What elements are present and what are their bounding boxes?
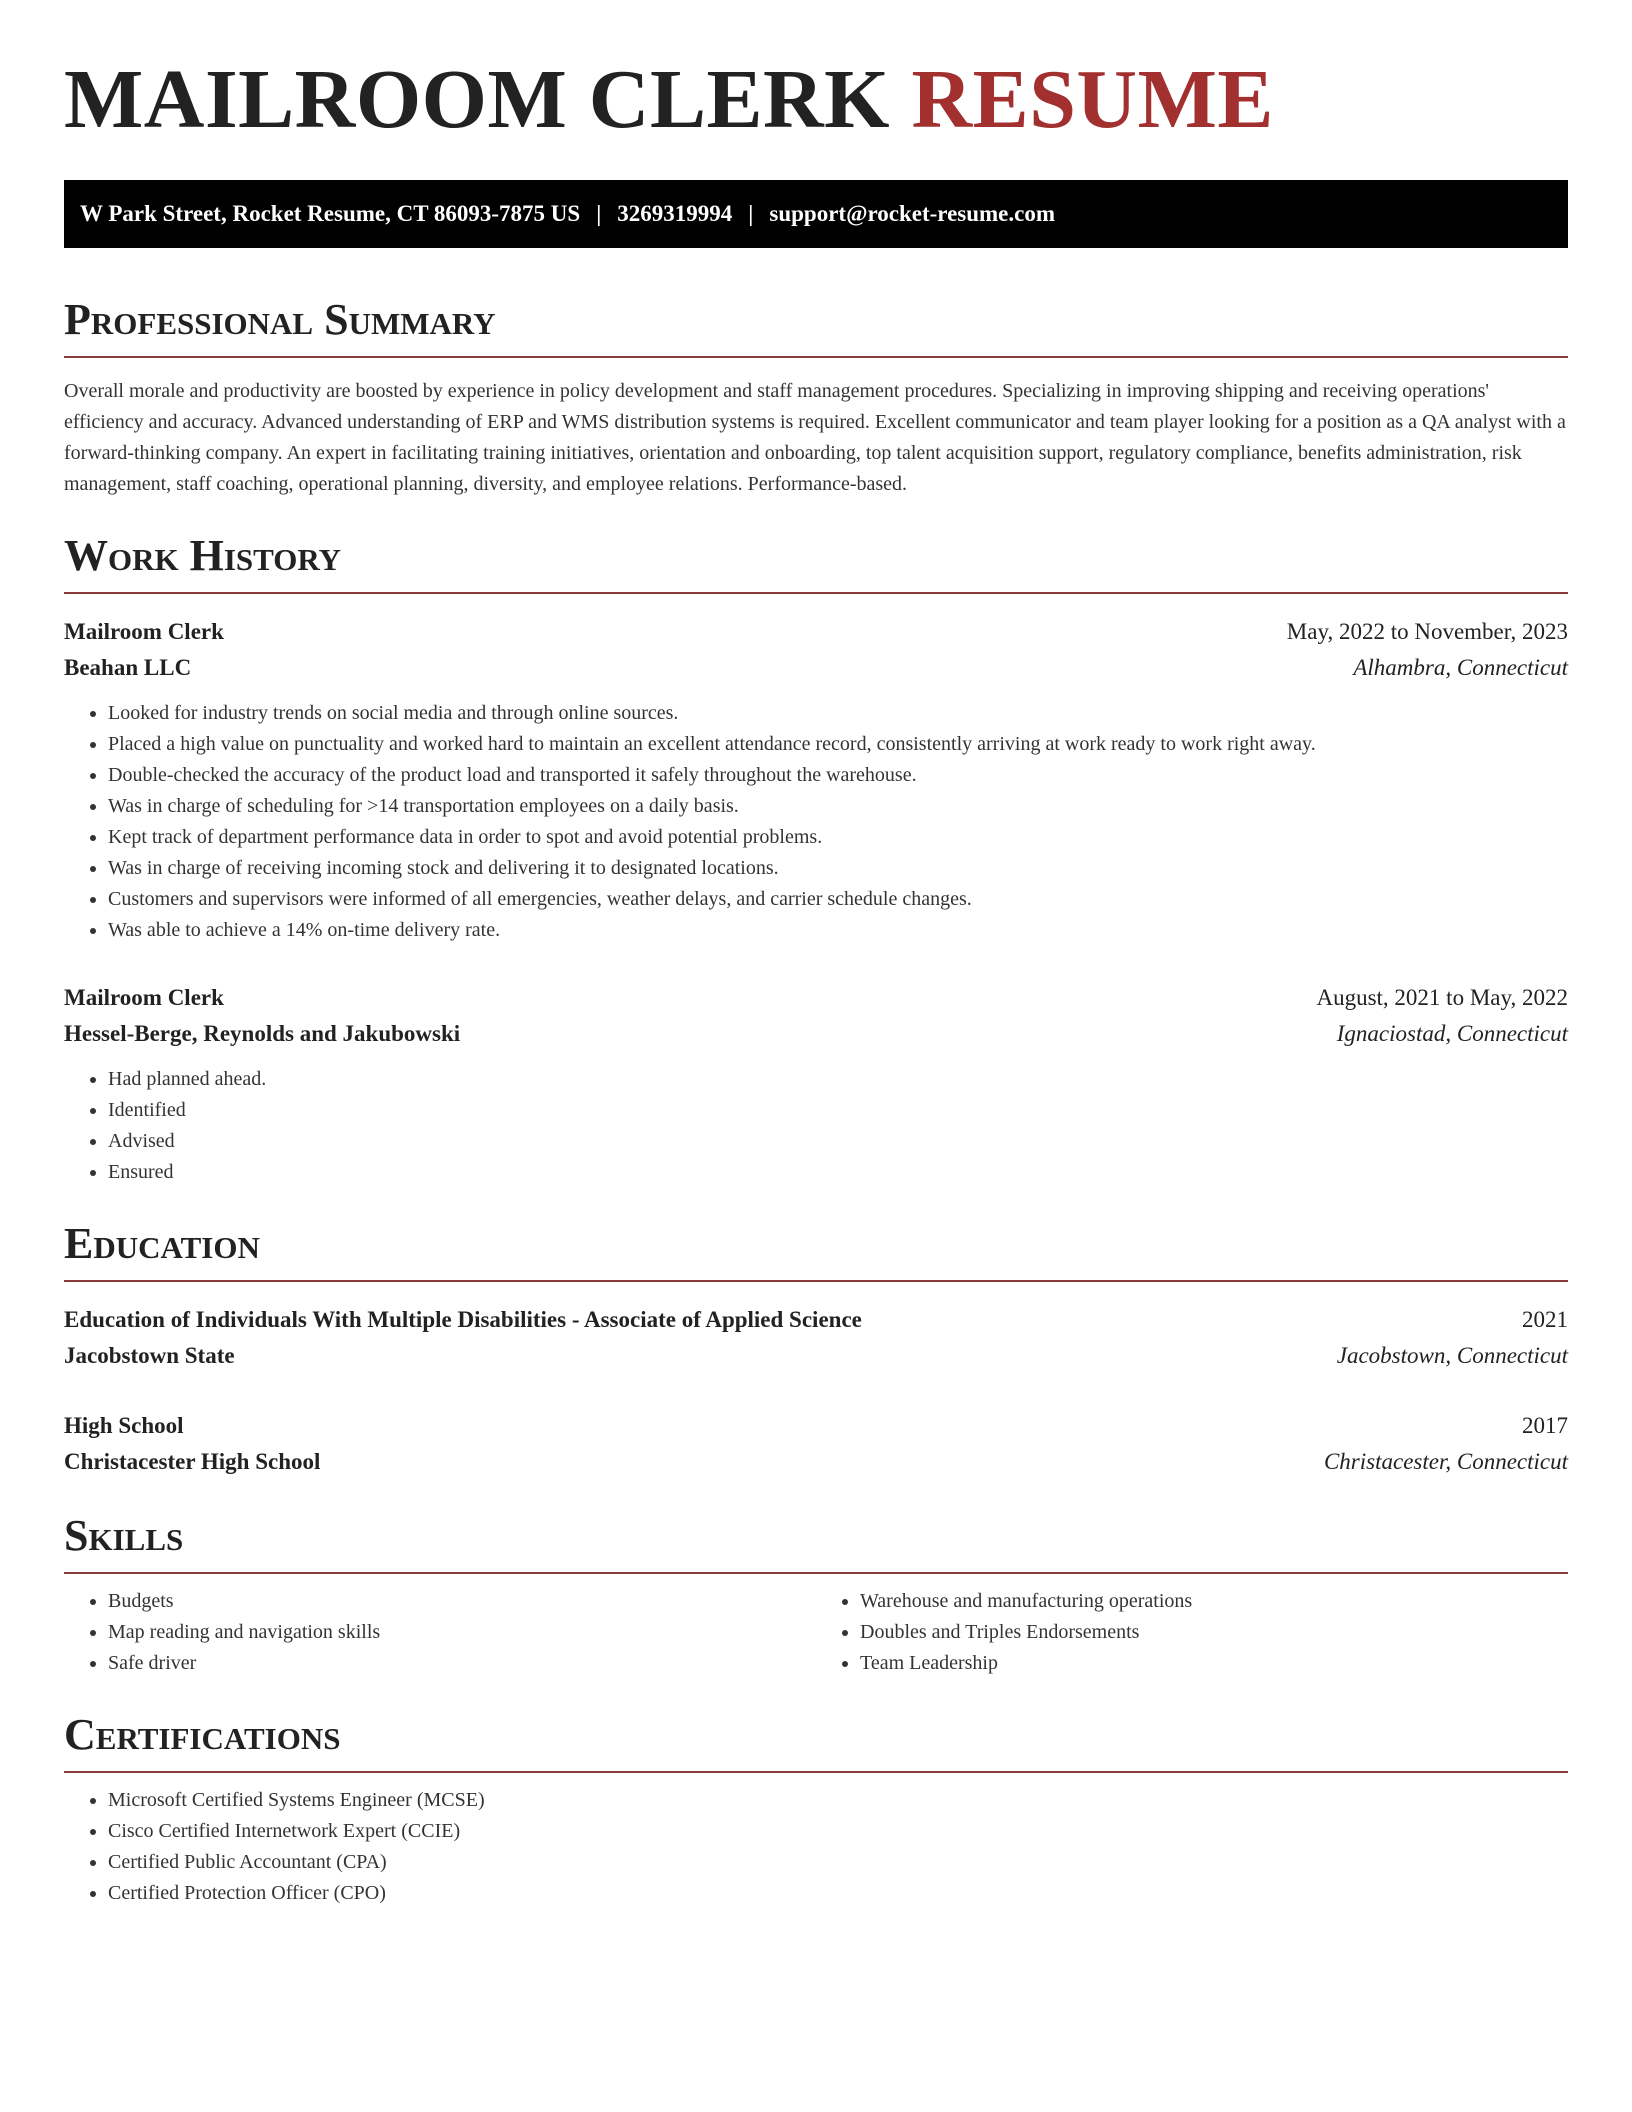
contact-bar — [64, 180, 1568, 248]
education-degree: Education of Individuals With Multiple Disabilities - Associate of Applied Science — [64, 1307, 862, 1332]
skill-item: • Map reading and navigation skills — [108, 1617, 816, 1648]
education-school: Jacobstown State — [64, 1343, 235, 1368]
job-company: Beahan LLC — [64, 655, 192, 680]
certification-item: • Microsoft Certified Systems Engineer (MCSE) — [108, 1785, 1568, 1816]
education-entry — [64, 1408, 1568, 1480]
job-bullet: • Kept track of department performance data in order to spot and avoid potential problems. — [108, 822, 1568, 853]
skill-item: • Doubles and Triples Endorsements — [860, 1617, 1568, 1648]
skills-list-right — [816, 1586, 1568, 1679]
certifications-list — [64, 1785, 1568, 1909]
contact-separator: | — [596, 201, 602, 226]
contact-address: W Park Street, Rocket Resume, CT 86093-7875 US — [80, 201, 581, 226]
skills-section — [64, 1511, 1568, 1679]
education-year: 2021 — [1522, 1307, 1568, 1332]
education-year: 2017 — [1522, 1413, 1568, 1438]
education-entry — [64, 1302, 1568, 1374]
job-bullet: • Looked for industry trends on social media and through online sources. — [108, 698, 1568, 729]
job-bullets — [64, 698, 1568, 946]
certification-item: • Cisco Certified Internetwork Expert (CCIE) — [108, 1816, 1568, 1847]
education-location: Jacobstown, Connecticut — [1336, 1343, 1568, 1368]
job-bullets — [64, 1064, 1568, 1188]
education-section — [64, 1219, 1568, 1480]
skill-item: • Warehouse and manufacturing operations — [860, 1586, 1568, 1617]
contact-phone: 3269319994 — [617, 201, 733, 226]
certifications-section — [64, 1710, 1568, 1909]
education-degree: High School — [64, 1413, 184, 1438]
contact-email[interactable]: support@rocket-resume.com — [769, 201, 1056, 226]
job-dates: May, 2022 to November, 2023 — [1286, 619, 1568, 644]
education-location: Christacester, Connecticut — [1323, 1449, 1568, 1474]
job-location: Alhambra, Connecticut — [1353, 655, 1568, 680]
job-title: Mailroom Clerk — [64, 619, 224, 644]
skill-item: • Safe driver — [108, 1648, 816, 1679]
skills-heading: Skills — [64, 1514, 1568, 1574]
contact-separator: | — [748, 201, 754, 226]
job-bullet: • Placed a high value on punctuality and worked hard to maintain an excellent attendance record, consistently arriving at work ready to work right away. — [108, 729, 1568, 760]
certification-item: • Certified Protection Officer (CPO) — [108, 1878, 1568, 1909]
certifications-heading: Certifications — [64, 1713, 1568, 1773]
skills-grid — [64, 1574, 1568, 1679]
work-history-heading: Work History — [64, 534, 1568, 594]
skill-item: • Team Leadership — [860, 1648, 1568, 1679]
summary-text: Overall morale and productivity are boosted by experience in policy development and staff management procedures. Specializing in improving shipping and receiving operations' efficiency and accuracy. Advanced understanding of ERP and WMS distribution systems is required. Excellent communicator and team player looking for a position as a QA analyst with a forward-thinking company. An expert in facilitating training initiatives, orientation and onboarding, top talent acquisition support, regulatory compliance, benefits administration, risk management, staff coaching, operational planning, diversity, and employee relations. Performance-based. — [64, 380, 1566, 495]
certification-item: • Certified Public Accountant (CPA) — [108, 1847, 1568, 1878]
job-bullet: • Had planned ahead. — [108, 1064, 1568, 1095]
resume-title — [64, 53, 1568, 146]
skills-list-left — [64, 1586, 816, 1679]
job-bullet: • Customers and supervisors were informed of all emergencies, weather delays, and carrier schedule changes. — [108, 884, 1568, 915]
job-bullet: • Double-checked the accuracy of the product load and transported it safely throughout the warehouse. — [108, 760, 1568, 791]
job-bullet: • Was in charge of scheduling for >14 transportation employees on a daily basis. — [108, 791, 1568, 822]
skill-item: • Budgets — [108, 1586, 816, 1617]
job-bullet: • Ensured — [108, 1157, 1568, 1188]
title-accent: RESUME — [911, 53, 1274, 146]
job-entry — [64, 614, 1568, 946]
summary-heading: Professional Summary — [64, 298, 1568, 358]
job-bullet: • Advised — [108, 1126, 1568, 1157]
job-dates: August, 2021 to May, 2022 — [1316, 985, 1568, 1010]
job-title: Mailroom Clerk — [64, 985, 224, 1010]
education-heading: Education — [64, 1222, 1568, 1282]
work-history-section — [64, 531, 1568, 1188]
job-bullet: • Was able to achieve a 14% on-time delivery rate. — [108, 915, 1568, 946]
education-school: Christacester High School — [64, 1449, 321, 1474]
job-bullet: • Identified — [108, 1095, 1568, 1126]
job-bullet: • Was in charge of receiving incoming stock and delivering it to designated locations. — [108, 853, 1568, 884]
job-location: Ignaciostad, Connecticut — [1336, 1021, 1568, 1046]
title-main: MAILROOM CLERK — [64, 53, 890, 146]
job-company: Hessel-Berge, Reynolds and Jakubowski — [64, 1021, 461, 1046]
job-entry — [64, 980, 1568, 1188]
